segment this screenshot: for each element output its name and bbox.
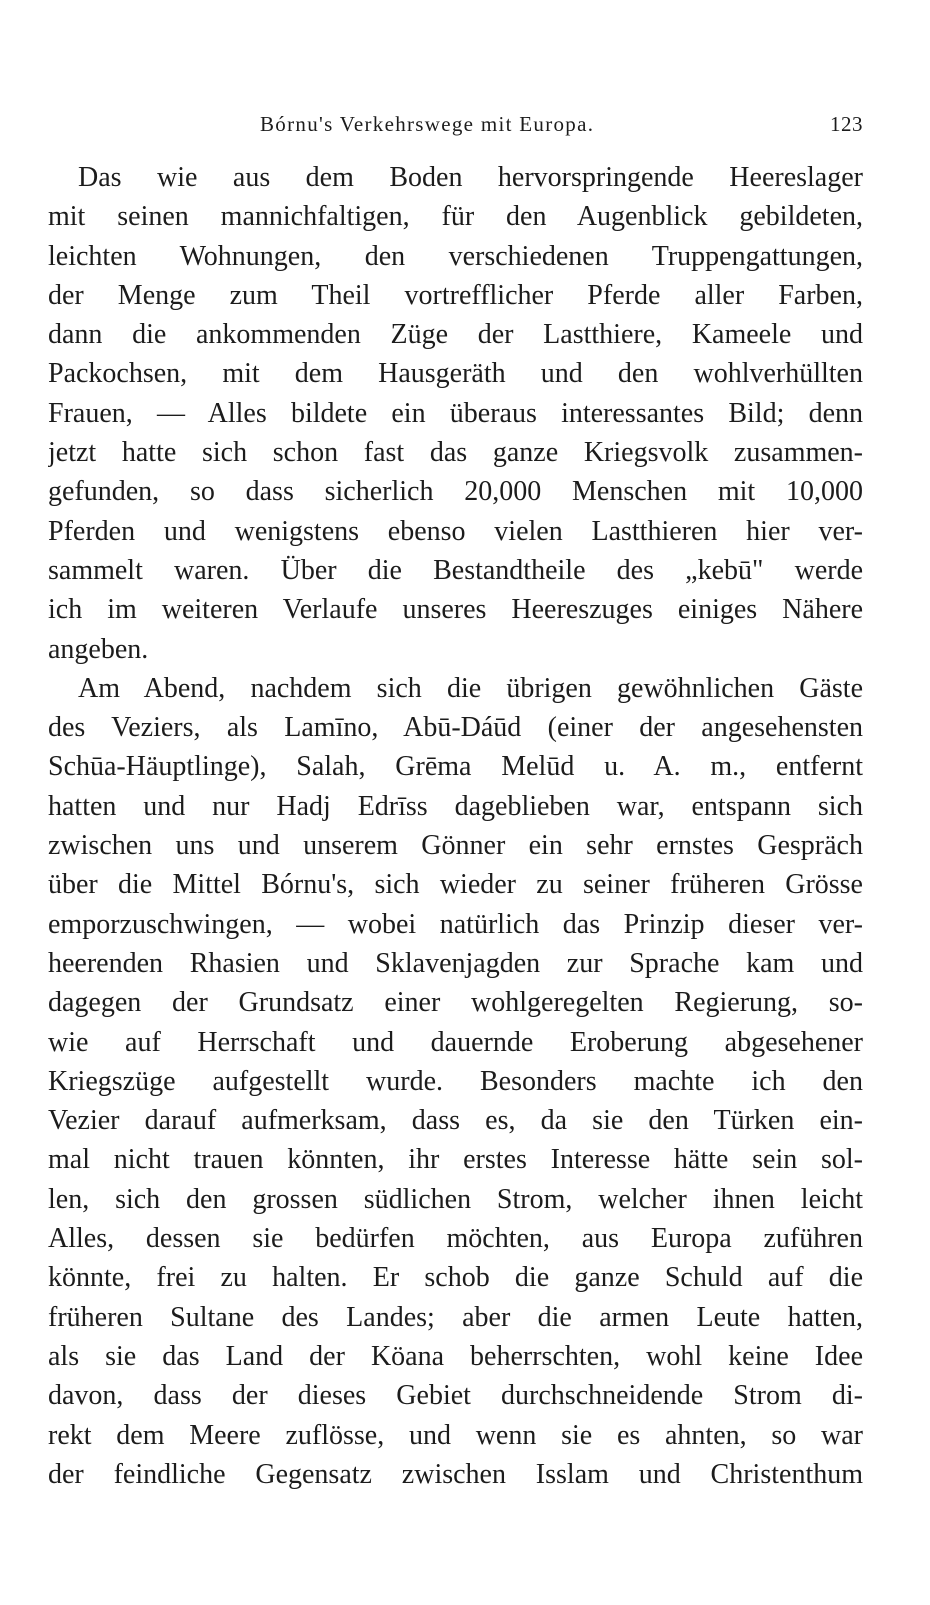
text-line: Packochsen, mit dem Hausgeräth und den wohlverhüllten bbox=[48, 358, 863, 390]
paragraph bbox=[48, 669, 863, 1494]
text-line: sammelt waren. Über die Bestandtheile des „kebū" werde bbox=[48, 554, 863, 586]
text-line: des Veziers, als Lamīno, Abū-Dáūd (einer der angesehensten bbox=[48, 712, 863, 744]
text-line: davon, dass der dieses Gebiet durchschneidende Strom di- bbox=[48, 1380, 863, 1412]
text-line: len, sich den grossen südlichen Strom, welcher ihnen leicht bbox=[48, 1183, 863, 1215]
text-line: könnte, frei zu halten. Er schob die ganze Schuld auf die bbox=[48, 1262, 863, 1294]
page-number: 123 bbox=[830, 112, 863, 136]
text-line: Kriegszüge aufgestellt wurde. Besonders machte ich den bbox=[48, 1065, 863, 1097]
text-line: angeben. bbox=[48, 633, 149, 665]
paragraph bbox=[48, 158, 863, 669]
text-line: zwischen uns und unserem Gönner ein sehr ernstes Gespräch bbox=[48, 830, 863, 862]
running-title: Bórnu's Verkehrswege mit Europa. bbox=[260, 112, 595, 136]
text-line: dann die ankommenden Züge der Lastthiere, Kameele und bbox=[48, 319, 863, 351]
text-line: rekt dem Meere zuflösse, und wenn sie es ahnten, so war bbox=[48, 1419, 863, 1451]
text-line: mal nicht trauen könnten, ihr erstes Interesse hätte sein sol- bbox=[48, 1144, 863, 1176]
text-line: der Menge zum Theil vortrefflicher Pferde aller Farben, bbox=[48, 279, 863, 311]
text-line: Am Abend, nachdem sich die übrigen gewöhnlichen Gäste bbox=[78, 672, 863, 704]
text-line: mit seinen mannichfaltigen, für den Augenblick gebildeten, bbox=[48, 201, 863, 233]
text-line: Alles, dessen sie bedürfen möchten, aus Europa zuführen bbox=[48, 1223, 863, 1255]
text-line: wie auf Herrschaft und dauernde Eroberung abgesehener bbox=[48, 1026, 863, 1058]
running-head bbox=[48, 112, 863, 142]
text-line: hatten und nur Hadj Edrīss dageblieben war, entspann sich bbox=[48, 790, 863, 822]
text-line: über die Mittel Bórnu's, sich wieder zu seiner früheren Grösse bbox=[48, 869, 863, 901]
book-page bbox=[48, 0, 863, 1605]
text-line: ich im weiteren Verlaufe unseres Heereszuges einiges Nähere bbox=[48, 594, 863, 626]
text-line: Pferden und wenigstens ebenso vielen Lastthieren hier ver- bbox=[48, 515, 863, 547]
text-line: dagegen der Grundsatz einer wohlgeregelten Regierung, so- bbox=[48, 987, 863, 1019]
text-line: leichten Wohnungen, den verschiedenen Truppengattungen, bbox=[48, 240, 863, 272]
text-line: emporzuschwingen, — wobei natürlich das Prinzip dieser ver- bbox=[48, 908, 863, 940]
text-line: gefunden, so dass sicherlich 20,000 Menschen mit 10,000 bbox=[48, 476, 863, 508]
text-line: der feindliche Gegensatz zwischen Isslam und Christenthum bbox=[48, 1458, 863, 1490]
text-line: jetzt hatte sich schon fast das ganze Kriegsvolk zusammen- bbox=[48, 437, 863, 469]
text-line: heerenden Rhasien und Sklavenjagden zur Sprache kam und bbox=[48, 947, 863, 979]
text-line: Vezier darauf aufmerksam, dass es, da sie den Türken ein- bbox=[48, 1105, 863, 1137]
text-line: Frauen, — Alles bildete ein überaus interessantes Bild; denn bbox=[48, 397, 863, 429]
text-line: Das wie aus dem Boden hervorspringende Heereslager bbox=[78, 162, 863, 193]
text-line: früheren Sultane des Landes; aber die armen Leute hatten, bbox=[48, 1301, 863, 1333]
body-text bbox=[48, 158, 863, 1494]
text-line: Schūa-Häuptlinge), Salah, Grēma Melūd u. A. m., entfernt bbox=[48, 751, 863, 783]
text-line: als sie das Land der Köana beherrschten, wohl keine Idee bbox=[48, 1340, 863, 1372]
